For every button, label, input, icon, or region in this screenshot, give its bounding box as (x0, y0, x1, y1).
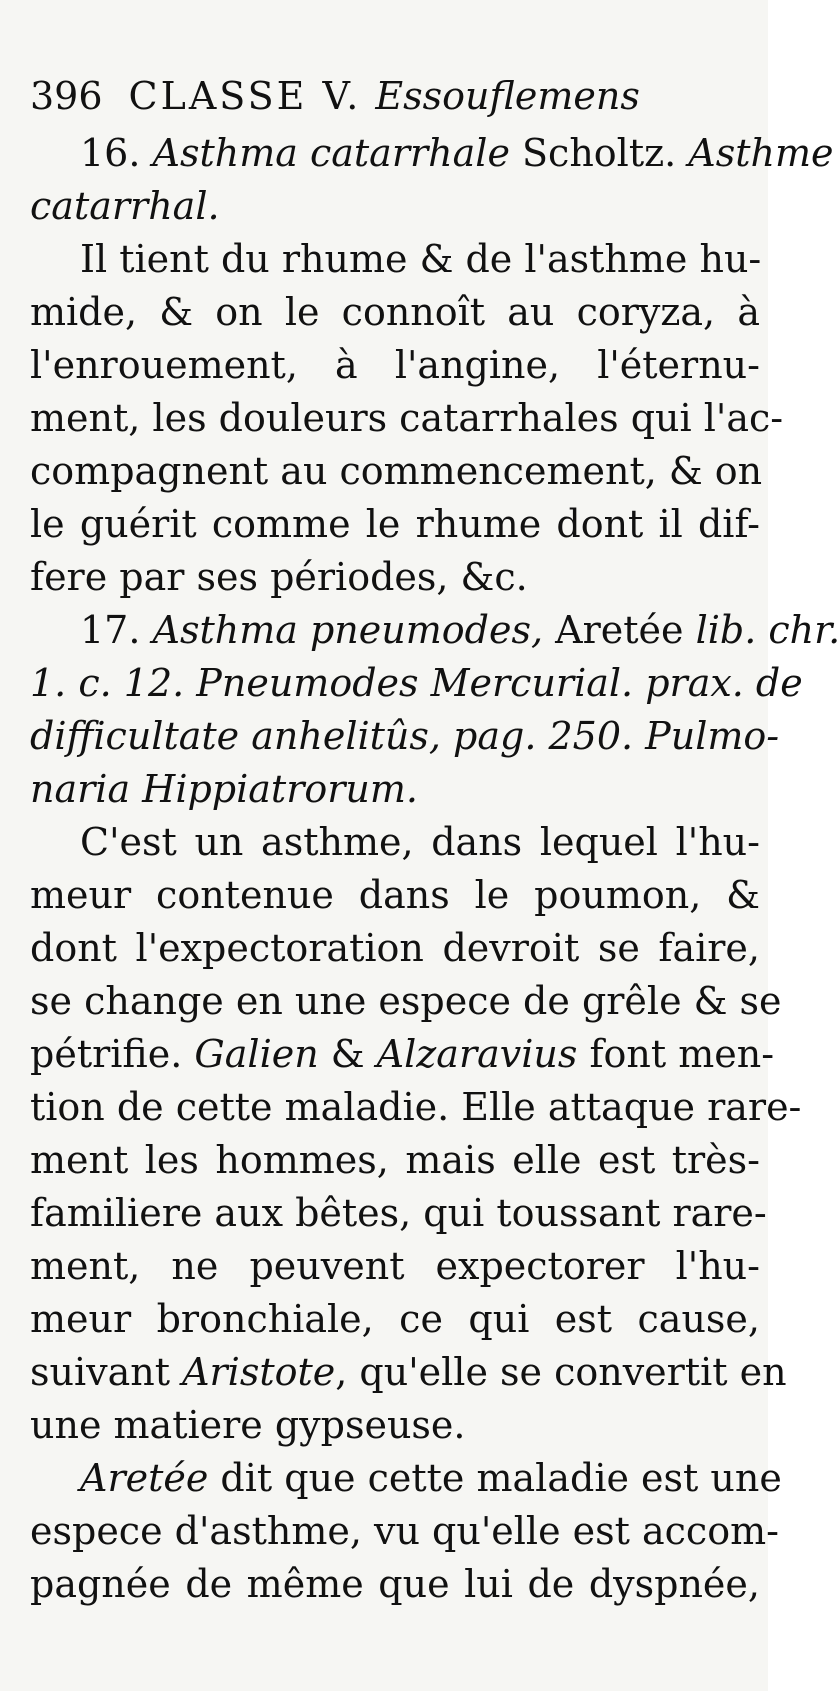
italic-text: naria Hippiatrorum. (30, 767, 418, 811)
text-line (30, 1240, 760, 1293)
italic-text: Alzaravius (376, 1032, 578, 1076)
text-run: dit que cette maladie est une (208, 1456, 782, 1500)
italic-text: Asthma pneumodes, (152, 608, 544, 652)
italic-text: Aretée (80, 1456, 209, 1500)
text-run: ment les hommes, mais elle est très- (30, 1138, 760, 1182)
running-head (30, 70, 760, 123)
text-run: font men- (577, 1032, 775, 1076)
text-run: fere par ses périodes, &c. (30, 555, 528, 599)
italic-text: lib. chr. (695, 608, 840, 652)
text-line (30, 816, 760, 869)
text-run: dont l'expectoration devroit se faire, (30, 926, 760, 970)
text-line (30, 1346, 787, 1399)
text-run: pétrifie. (30, 1032, 195, 1076)
text-line (30, 975, 782, 1028)
text-line (30, 1028, 775, 1081)
text-line (30, 604, 840, 657)
text-run: mide, & on le connoît au coryza, à (30, 290, 760, 334)
text-line (30, 551, 760, 604)
text-line (30, 180, 760, 233)
text-run: se change en une espece de grêle & se (30, 979, 782, 1023)
text-run: suivant (30, 1350, 183, 1394)
text-run: tion de cette maladie. Elle attaque rare- (30, 1085, 802, 1129)
text-line (30, 657, 803, 710)
text-run: compagnent au commencement, & on (30, 449, 763, 493)
text-run: Il tient du rhume & de l'asthme hu- (80, 237, 762, 281)
text-line (30, 286, 760, 339)
text-run: meur contenue dans le poumon, & (30, 873, 760, 917)
text-run: ment, ne peuvent expectorer l'hu- (30, 1244, 760, 1288)
page-margin (768, 0, 800, 1691)
text-line (30, 869, 760, 922)
text-run: l'enrouement, à l'angine, l'éternu- (30, 343, 760, 387)
text-run: meur bronchiale, ce qui est cause, (30, 1297, 760, 1341)
italic-text: Galien (194, 1032, 319, 1076)
text-line (30, 763, 760, 816)
text-run: ment, les douleurs catarrhales qui l'ac- (30, 396, 784, 440)
italic-text: difficultate anhelitûs, pag. 250. Pulmo- (30, 714, 780, 758)
text-line (30, 127, 834, 180)
italic-text: Asthma catarrhale (152, 131, 510, 175)
italic-text: catarrhal. (30, 184, 220, 228)
text-run: le guérit comme le rhume dont il dif- (30, 502, 760, 546)
text-line (30, 1558, 760, 1611)
text-line (30, 498, 760, 551)
text-run: 17. (80, 608, 153, 652)
text-line (30, 1134, 760, 1187)
text-line (30, 1399, 760, 1452)
text-run: & (318, 1032, 377, 1076)
text-run: 16. (80, 131, 153, 175)
text-line (30, 1505, 779, 1558)
text-line (30, 1452, 782, 1505)
text-line (30, 1081, 802, 1134)
italic-text: Asthme (688, 131, 834, 175)
text-line (30, 1293, 760, 1346)
text-run: une matiere gypseuse. (30, 1403, 466, 1447)
text-run: familiere aux bêtes, qui toussant rare- (30, 1191, 767, 1235)
page-number: 396 (30, 74, 103, 118)
text-run: C'est un asthme, dans lequel l'hu- (80, 820, 760, 864)
text-line (30, 392, 784, 445)
text-line (30, 922, 760, 975)
text-run: Scholtz. (509, 131, 689, 175)
text-run: pagnée de même que lui de dyspnée, (30, 1562, 760, 1606)
page-text (30, 70, 840, 1611)
text-run: espece d'asthme, vu qu'elle est accom- (30, 1509, 779, 1553)
text-run: , qu'elle se convertit en (335, 1350, 787, 1394)
text-line (30, 233, 760, 286)
italic-text: Aristote (182, 1350, 336, 1394)
text-line (30, 710, 780, 763)
text-line (30, 339, 760, 392)
italic-text: 1. c. 12. Pneumodes Mercurial. prax. de (30, 661, 803, 705)
text-run: Aretée (543, 608, 696, 652)
text-line (30, 1187, 767, 1240)
body-text (30, 127, 840, 1611)
section-heading: Essouflemens (375, 74, 640, 118)
text-line (30, 445, 763, 498)
classe-heading: CLASSE V. (128, 74, 362, 118)
